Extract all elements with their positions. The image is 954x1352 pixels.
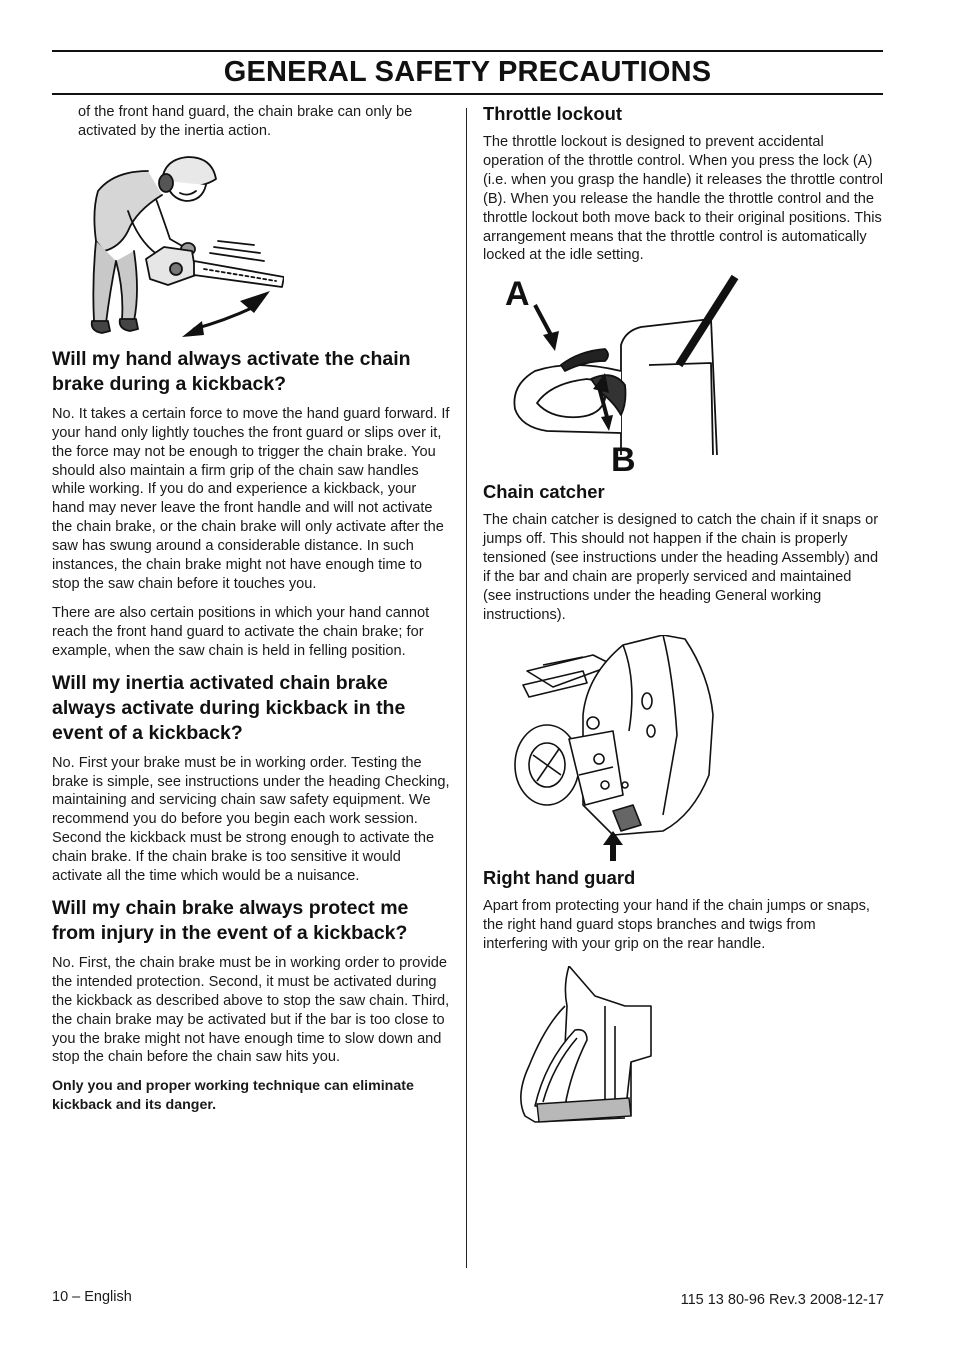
heading-chain-catcher: Chain catcher — [483, 481, 605, 503]
footer-page-number: 10 – English — [52, 1289, 132, 1305]
label-b: B — [611, 441, 636, 476]
label-a: A — [505, 275, 530, 314]
throttle-lockout-illustration — [501, 275, 741, 475]
intro-paragraph: of the front hand guard, the chain brake can only be activated by the inertia action. — [78, 104, 413, 139]
chain-catcher-paragraph: The chain catcher is designed to catch the chain if it snaps or jumps off. This should not happen if the chain is properly tensioned (see instructions under the heading Assembly) and if the bar and chain are properly serviced and maintained (see instructions under the heading General working instructions). — [483, 512, 879, 623]
heading-inertia-activation: Will my inertia activated chain brake always activate during kickback in the event of a kickback? — [52, 671, 406, 744]
heading-brake-protection: Will my chain brake always protect me from injury in the event of a kickback? — [52, 896, 409, 944]
left-column — [52, 103, 450, 1124]
footer-document-id: 115 13 80-96 Rev.3 2008-12-17 — [680, 1292, 884, 1308]
page-title: GENERAL SAFETY PRECAUTIONS — [223, 56, 712, 88]
right-hand-guard-paragraph: Apart from protecting your hand if the chain jumps or snaps, the right hand guard stops branches and twigs from interfering with your grip on the rear handle. — [483, 897, 870, 952]
throttle-lockout-paragraph: The throttle lockout is designed to prevent accidental operation of the throttle control. When you press the lock (A) (i.e. when you grasp the handle) it releases the throttle control (B). When you release the handle the throttle control and the throttle lockout both move back to their original positions. This arrangement means that the throttle control is automatically locked at the idle setting. — [483, 134, 883, 264]
chain-catcher-illustration — [513, 635, 733, 861]
hand-activation-paragraph-2: There are also certain positions in which your hand cannot reach the front hand guard to activate the chain brake; for example, when the saw chain is held in felling position. — [52, 604, 430, 659]
brake-protection-paragraph: No. First, the chain brake must be in working order to provide the intended protection. Second, it must be activated during the kickback as described above to stop the saw chain. Third, the chain brake may be activated but if the bar is too close to you the brake might not have enough time to slow down and stop the chain before the chain saw hits you. — [52, 954, 450, 1066]
heading-throttle-lockout: Throttle lockout — [483, 103, 622, 124]
header-rule-bottom — [52, 93, 883, 95]
heading-hand-activation: Will my hand always activate the chain brake during a kickback? — [52, 347, 411, 395]
inertia-activation-paragraph: No. First your brake must be in working order. Testing the brake is simple, see instructions under the heading Checking, maintaining and servicing chain saw safety equipment. We recommend you do before you begin each work session. Second the kickback must be strong enough to activate the chain brake. If the chain brake is too sensitive it would activate all the time which would be a nuisance. — [52, 754, 450, 885]
kickback-warning-note: Only you and proper working technique can eliminate kickback and its danger. — [52, 1078, 414, 1113]
right-column — [483, 103, 883, 1128]
heading-right-hand-guard: Right hand guard — [483, 866, 636, 888]
right-hand-guard-illustration — [515, 966, 675, 1128]
kickback-operator-illustration — [84, 151, 284, 343]
header-rule-top — [52, 50, 883, 52]
column-divider — [466, 108, 467, 1268]
hand-activation-paragraph-1: No. It takes a certain force to move the hand guard forward. If your hand only lightly touches the front guard or slips over it, the force may not be enough to trigger the chain brake. You should also maintain a firm grip of the chain saw handles while working. If you do and experience a kickback, your hand may never leave the front handle and will not activate the chain brake, or the chain brake will only activate after the saw has swung around a considerable distance. In such instances, the chain brake might not have enough time to stop the saw chain before it touches you. — [52, 405, 450, 592]
